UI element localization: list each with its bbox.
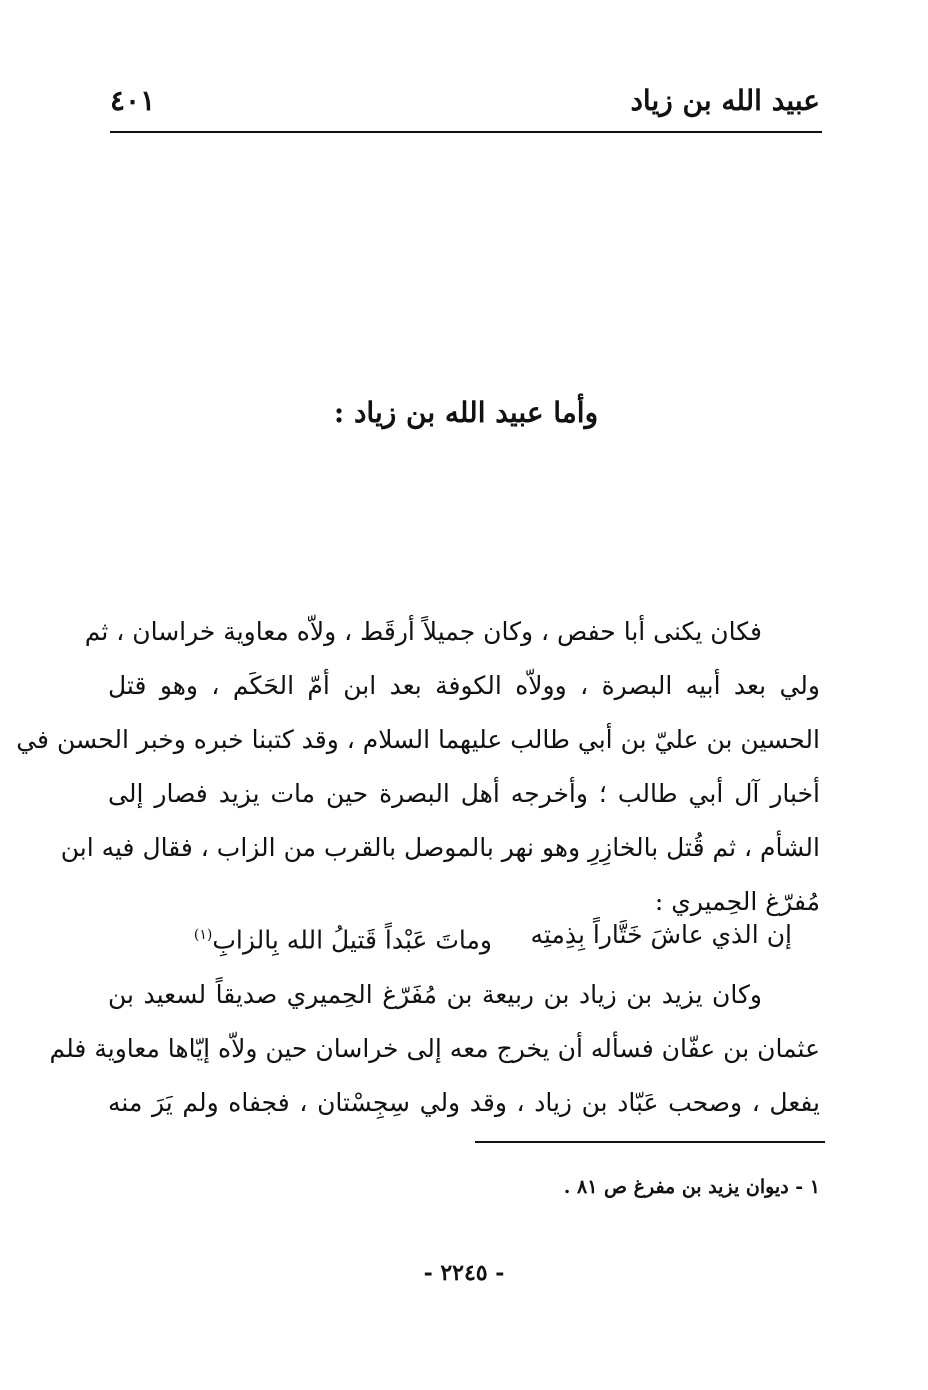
footnote: ١ - ديوان يزيد بن مفرغ ص ٨١ . <box>563 1176 820 1198</box>
text-line: فكان يكنى أبا حفص ، وكان جميلاً أرقَط ، ولاّه معاوية خراسان ، ثم <box>84 617 762 646</box>
text-line: وكان يزيد بن زياد بن ربيعة بن مُفَرّغ الحِميري صديقاً لسعيد بن <box>108 980 762 1009</box>
text-line: ولي بعد أبيه البصرة ، وولاّه الكوفة بعد ابن أمّ الحَكَم ، وهو قتل <box>108 671 820 700</box>
verse-first-hemistich: إن الذي عاشَ خَتَّاراً بِذِمتِه <box>530 920 792 949</box>
footnote-marker: (١) <box>193 927 213 943</box>
footnote-rule <box>475 1141 825 1143</box>
paragraph-1 <box>16 605 820 929</box>
running-title: عبيد الله بن زياد <box>630 84 820 117</box>
text-line: الحسين بن عليّ بن أبي طالب عليهما السلام ، وقد كتبنا خبره وخبر الحسن في <box>16 725 820 754</box>
text-line: يفعل ، وصحب عَبّاد بن زياد ، وقد ولي سِجِسْتان ، فجفاه ولم يَرَ منه <box>108 1088 820 1117</box>
verse-second-hemistich-text: وماتَ عَبْداً قَتيلُ الله بِالزابِ <box>212 925 492 955</box>
text-line: أخبار آل أبي طالب ؛ وأخرجه أهل البصرة حين مات يزيد فصار إلى <box>108 779 820 808</box>
paragraph-2 <box>49 968 820 1130</box>
poetry-verse <box>110 908 822 962</box>
text-line: عثمان بن عفّان فسأله أن يخرج معه إلى خراسان حين ولاّه إيّاها معاوية فلم <box>49 1034 820 1063</box>
verse-second-hemistich <box>194 908 492 967</box>
header-rule <box>110 131 822 133</box>
folio-number: ٤٠١ <box>110 84 156 117</box>
page-number: - ٢٢٤٥ - <box>423 1260 505 1286</box>
text-line: مُفرّغ الحِميري : <box>654 887 820 916</box>
running-header <box>110 78 822 134</box>
text-line: الشأم ، ثم قُتل بالخازِرِ وهو نهر بالموصل بالقرب من الزاب ، فقال فيه ابن <box>60 833 820 862</box>
section-heading: وأما عبيد الله بن زياد : <box>333 396 599 429</box>
